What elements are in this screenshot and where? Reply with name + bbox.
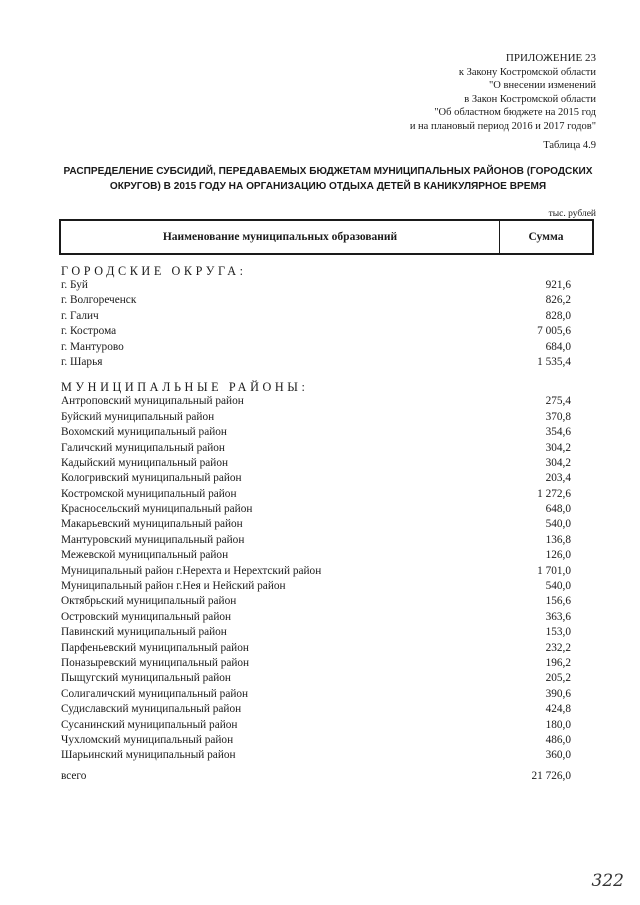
table-row bbox=[61, 687, 571, 702]
table-row bbox=[61, 471, 571, 486]
appendix-line: и на плановый период 2016 и 2017 годов" bbox=[409, 120, 596, 132]
header-sum-column: Сумма bbox=[528, 231, 564, 243]
row-name: Солигаличский муниципальный район bbox=[61, 687, 249, 700]
row-value: 684,0 bbox=[545, 340, 571, 353]
row-name: Муниципальный район г.Нея и Нейский район bbox=[61, 580, 286, 593]
row-name: Павинский муниципальный район bbox=[61, 626, 227, 639]
row-name: Чухломский муниципальный район bbox=[61, 733, 234, 746]
row-name: Галичский муниципальный район bbox=[61, 441, 225, 454]
table-row bbox=[61, 610, 571, 625]
table-row bbox=[61, 293, 571, 308]
row-value: 363,6 bbox=[545, 610, 571, 623]
table-row bbox=[61, 278, 571, 293]
row-name: Костромской муниципальный район bbox=[61, 487, 237, 500]
table-row bbox=[61, 394, 571, 409]
row-value: 390,6 bbox=[545, 687, 571, 700]
total-label: всего bbox=[61, 770, 87, 782]
row-name: г. Волгореченск bbox=[61, 294, 137, 307]
row-name: г. Мантурово bbox=[61, 340, 124, 353]
header-name-column: Наименование муниципальных образований bbox=[61, 221, 500, 253]
row-name: Буйский муниципальный район bbox=[61, 410, 215, 423]
table-row bbox=[61, 340, 571, 355]
appendix-title: ПРИЛОЖЕНИЕ 23 bbox=[505, 52, 596, 64]
section-title: МУНИЦИПАЛЬНЫЕ РАЙОНЫ: bbox=[61, 380, 309, 395]
row-name: Мантуровский муниципальный район bbox=[61, 533, 245, 546]
table-row bbox=[61, 309, 571, 324]
row-value: 828,0 bbox=[545, 309, 571, 322]
table-row bbox=[61, 410, 571, 425]
table-label: Таблица 4.9 bbox=[543, 140, 596, 151]
table-row bbox=[61, 579, 571, 594]
row-value: 1 535,4 bbox=[537, 355, 571, 368]
appendix-line: к Закону Костромской области bbox=[458, 66, 596, 78]
table-row bbox=[61, 671, 571, 686]
appendix-line: "О внесении изменений bbox=[489, 80, 596, 92]
table-row bbox=[61, 502, 571, 517]
table-row bbox=[61, 564, 571, 579]
row-value: 156,6 bbox=[545, 595, 571, 608]
row-value: 275,4 bbox=[545, 395, 571, 408]
row-name: Пыщугский муниципальный район bbox=[61, 672, 231, 685]
row-value: 304,2 bbox=[545, 456, 571, 469]
row-value: 232,2 bbox=[545, 641, 571, 654]
row-value: 304,2 bbox=[545, 441, 571, 454]
table-row bbox=[61, 718, 571, 733]
section-title: ГОРОДСКИЕ ОКРУГА: bbox=[61, 264, 247, 278]
row-value: 1 272,6 bbox=[537, 487, 571, 500]
row-value: 136,8 bbox=[545, 533, 571, 546]
table-row bbox=[61, 594, 571, 609]
table-row bbox=[61, 456, 571, 471]
row-name: Кадыйский муниципальный район bbox=[61, 456, 229, 469]
row-name: г. Буй bbox=[61, 279, 88, 291]
document-title: РАСПРЕДЕЛЕНИЕ СУБСИДИЙ, ПЕРЕДАВАЕМЫХ БЮДЖЕТАМ МУНИЦИПАЛЬНЫХ РАЙОНОВ (ГОРОДСКИХ ОКРУГОВ) В 2015 ГОДУ НА ОРГАНИЗАЦИЮ ОТДЫХА ДЕТЕЙ В КАНИКУЛЯРНОЕ ВРЕМЯ bbox=[63, 166, 593, 192]
row-value: 203,4 bbox=[545, 472, 571, 485]
table-row bbox=[61, 533, 571, 548]
row-value: 196,2 bbox=[545, 656, 571, 669]
row-name: г. Кострома bbox=[61, 325, 117, 338]
row-value: 921,6 bbox=[545, 279, 571, 291]
units-label: тыс. рублей bbox=[548, 209, 596, 219]
row-value: 360,0 bbox=[545, 749, 571, 762]
table-row bbox=[61, 517, 571, 532]
row-name: Межевской муниципальный район bbox=[61, 549, 229, 562]
table-row bbox=[61, 702, 571, 717]
table-row bbox=[61, 487, 571, 502]
table-row bbox=[61, 625, 571, 640]
row-name: Кологривский муниципальный район bbox=[61, 472, 242, 485]
row-value: 486,0 bbox=[545, 733, 571, 746]
table-row bbox=[61, 641, 571, 656]
page-number: 322 bbox=[591, 871, 624, 891]
row-value: 1 701,0 bbox=[537, 564, 571, 577]
row-value: 826,2 bbox=[545, 294, 571, 307]
row-name: Поназыревский муниципальный район bbox=[61, 656, 250, 669]
row-value: 7 005,6 bbox=[537, 325, 571, 338]
row-value: 354,6 bbox=[545, 426, 571, 439]
row-name: Красносельский муниципальный район bbox=[61, 503, 253, 516]
table-row bbox=[61, 425, 571, 440]
appendix-block bbox=[266, 52, 596, 134]
table-header bbox=[59, 219, 594, 255]
table-row bbox=[61, 324, 571, 339]
table-row bbox=[61, 748, 571, 763]
row-name: Шарьинский муниципальный район bbox=[61, 749, 236, 762]
row-value: 540,0 bbox=[545, 580, 571, 593]
row-name: Вохомский муниципальный район bbox=[61, 426, 227, 439]
table-row bbox=[61, 656, 571, 671]
table-row bbox=[61, 733, 571, 748]
row-value: 370,8 bbox=[545, 410, 571, 423]
total-value: 21 726,0 bbox=[531, 770, 571, 782]
total-row bbox=[61, 770, 571, 782]
row-value: 153,0 bbox=[545, 626, 571, 639]
row-name: Островский муниципальный район bbox=[61, 610, 232, 623]
row-name: Сусанинский муниципальный район bbox=[61, 718, 238, 731]
row-name: Антроповский муниципальный район bbox=[61, 395, 244, 408]
row-name: Муниципальный район г.Нерехта и Нерехтский район bbox=[61, 564, 322, 577]
row-value: 648,0 bbox=[545, 503, 571, 516]
row-name: г. Галич bbox=[61, 309, 99, 322]
row-value: 205,2 bbox=[545, 672, 571, 685]
table-body bbox=[61, 264, 571, 764]
row-value: 540,0 bbox=[545, 518, 571, 531]
row-value: 126,0 bbox=[545, 549, 571, 562]
row-value: 424,8 bbox=[545, 703, 571, 716]
row-name: г. Шарья bbox=[61, 355, 103, 368]
row-name: Макарьевский муниципальный район bbox=[61, 518, 243, 531]
appendix-line: в Закон Костромской области bbox=[464, 93, 596, 105]
row-name: Октябрьский муниципальный район bbox=[61, 595, 237, 608]
table-row bbox=[61, 441, 571, 456]
appendix-line: "Об областном бюджете на 2015 год bbox=[434, 107, 596, 119]
row-value: 180,0 bbox=[545, 718, 571, 731]
table-row bbox=[61, 548, 571, 563]
section-gap bbox=[61, 370, 571, 380]
table-row bbox=[61, 355, 571, 370]
row-name: Судиславский муниципальный район bbox=[61, 703, 242, 716]
row-name: Парфеньевский муниципальный район bbox=[61, 641, 249, 654]
